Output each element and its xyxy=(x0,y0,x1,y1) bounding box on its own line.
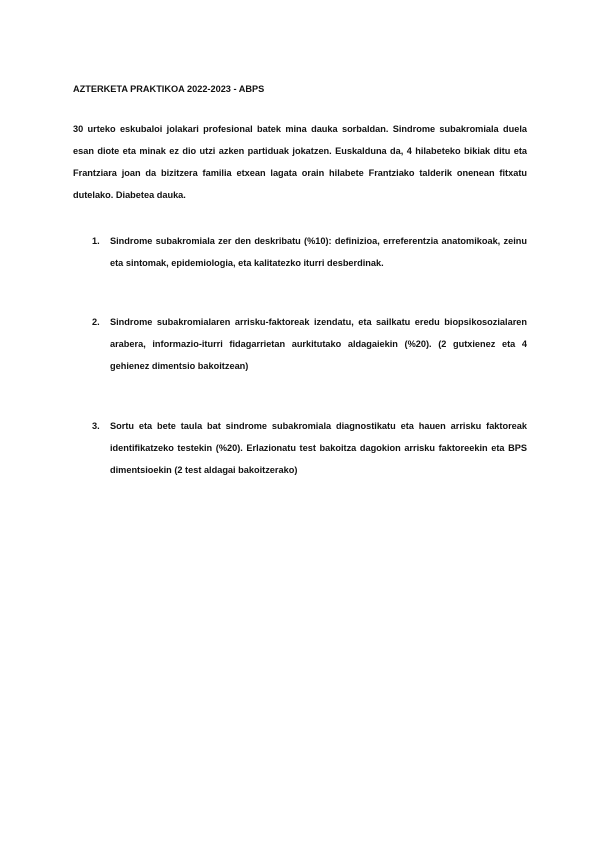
question-text: Sortu eta bete taula bat sindrome subakromiala diagnostikatu eta hauen arrisku faktoreak identifikatzeko testekin (%20). Erlazionatu test bakoitza dagokion arrisku faktoreekin eta BPS dimentsioekin (2 test aldagai bakoitzerako) xyxy=(110,421,527,475)
case-description: 30 urteko eskubaloi jolakari profesional batek mina dauka sorbaldan. Sindrome subakromiala duela esan diote eta minak ez dio utzi azken partiduak jokatzen. Euskalduna da, 4 hilabeteko bikiak ditu eta Frantziara joan da bizitzera familia etxean lagata orain hilabete Frantziako talderik onenean fitxatu dutelako. Diabetea dauka. xyxy=(73,124,527,200)
question-3 xyxy=(92,415,527,481)
document-title: AZTERKETA PRAKTIKOA 2022-2023 - ABPS xyxy=(73,84,265,94)
question-2 xyxy=(92,311,527,377)
question-1 xyxy=(92,230,527,274)
question-text: Sindrome subakromiala zer den deskribatu (%10): definizioa, erreferentzia anatomikoak, zeinu eta sintomak, epidemiologia, eta kalitatezko iturri desberdinak. xyxy=(110,236,527,268)
question-number: 2. xyxy=(92,317,100,327)
question-text: Sindrome subakromialaren arrisku-faktoreak izendatu, eta sailkatu eredu biopsikosozialaren arabera, informazio-iturri fidagarrietan aurkitutako aldagaiekin (%20). (2 gutxienez eta 4 gehienez dimentsio bakoitzean) xyxy=(110,317,527,371)
question-number: 1. xyxy=(92,236,100,246)
question-number: 3. xyxy=(92,421,100,431)
